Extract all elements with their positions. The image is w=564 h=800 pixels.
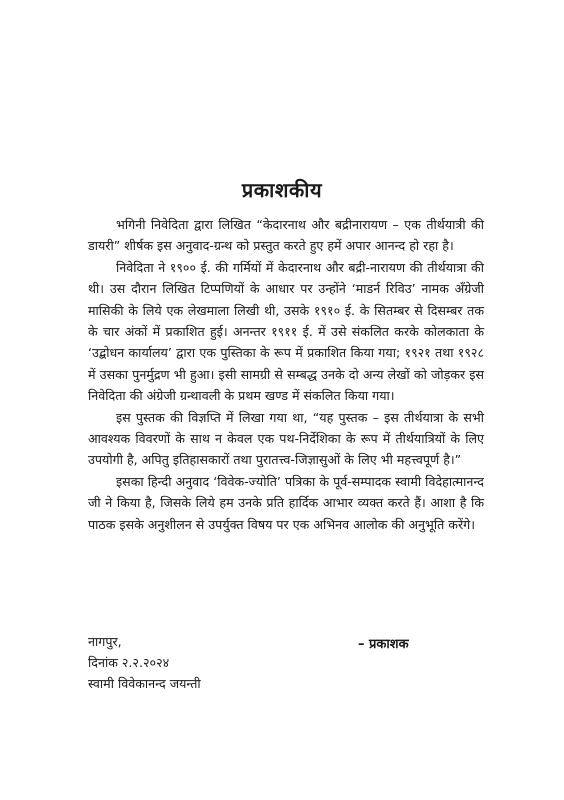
paragraph-translation: इसका हिन्दी अनुवाद ‘विवेक-ज्योति’ पत्रिका के पूर्व-सम्पादक स्वामी विदेहात्मानन्द जी ने किया है, जिसके लिये हम उनके प्रति हार्दिक आभार व्यक्त करते हैं। आशा है कि पाठक इसके अनुशीलन से उपर्युक्त विषय पर एक अभिनव आलोक की अनुभूति करेंगे। bbox=[88, 473, 484, 532]
publisher-signature: – प्रकाशक bbox=[358, 637, 409, 652]
paragraph-history: निवेदिता ने १९०० ई. की गर्मियों में केदारनाथ और बद्री-नारायण की तीर्थयात्रा की थी। उस दौरान लिखित टिप्पणियों के आधार पर उन्होंने ‘माडर्न रिविउ’ नामक अँग्रेजी मासिकी के लिये एक लेखमाला लिखी थी, उसके १९१० ई. के सितम्बर से दिसम्बर तक के चार अंकों में प्रकाशित हुई। अनन्तर १९११ ई. में उसे संकलित करके कोलकाता के ‘उद्बोधन कार्यालय’ द्वारा एक पुस्तिका के रूप में प्रकाशित किया गया; १९२१ तथा १९२८ में उसका पुनर्मुद्रण भी हुआ। इसी सामग्री से सम्बद्ध उनके दो अन्य लेखों को जोड़कर इस निवेदिता की अंग्रेजी ग्रन्थावली के प्रथम खण्ड में संकलित किया गया। bbox=[88, 259, 484, 404]
footer-date: दिनांक २.२.२०२४ bbox=[88, 655, 170, 670]
footer-place: नागपुर, bbox=[88, 634, 122, 649]
paragraph-intro: भगिनी निवेदिता द्वारा लिखित “केदारनाथ और बद्रीनारायण – एक तीर्थयात्री की डायरी” शीर्षक इस अनुवाद-ग्रन्थ को प्रस्तुत करते हुए हमें अपार आनन्द हो रहा है। bbox=[88, 217, 484, 254]
paragraph-quote: इस पुस्तक की विज्ञप्ति में लिखा गया था, “यह पुस्तक – इस तीर्थयात्रा के सभी आवश्यक विवरणों के साथ न केवल एक पथ-निर्देशिका के रूप में तीर्थयात्रियों के लिए उपयोगी है, अपितु इतिहासकारों तथा पुरातत्त्व-जिज्ञासुओं के लिए भी महत्त्वपूर्ण है।” bbox=[88, 409, 484, 468]
body-text bbox=[88, 214, 484, 535]
page-title: प्रकाशकीय bbox=[241, 178, 323, 202]
footer-occasion: स्वामी विवेकानन्द जयन्ती bbox=[88, 676, 201, 691]
footer-block bbox=[88, 631, 484, 694]
